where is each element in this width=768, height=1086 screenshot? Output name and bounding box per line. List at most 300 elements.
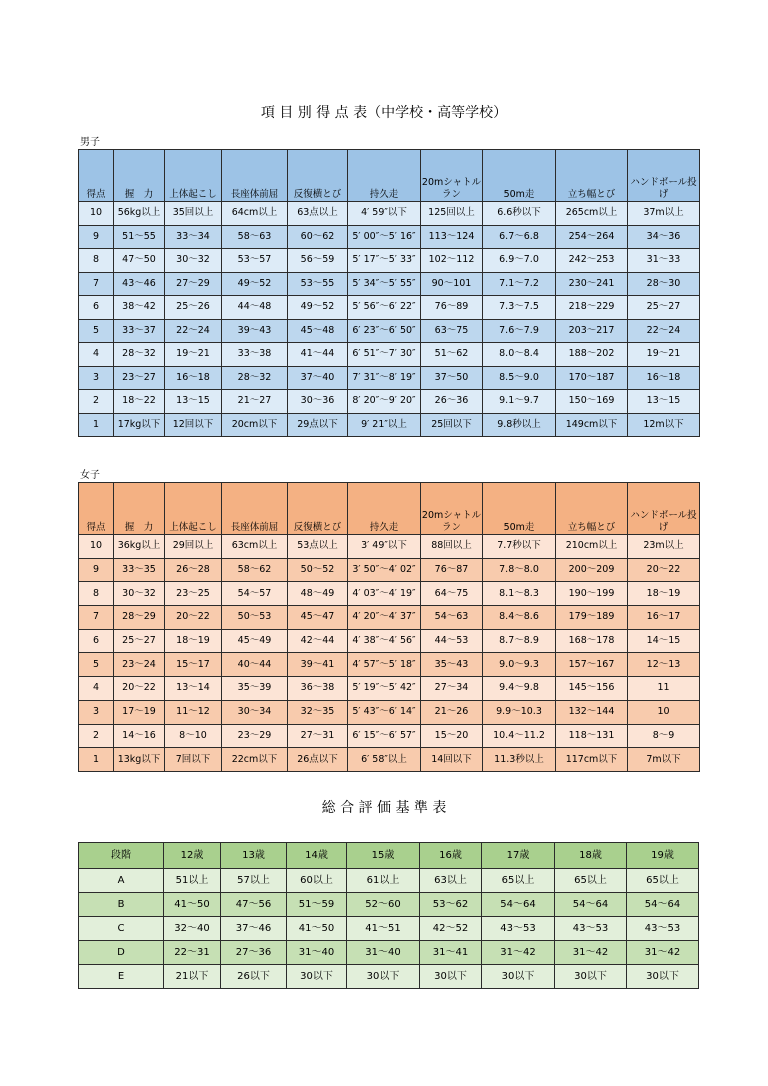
female-score-row-label: 8	[79, 582, 114, 606]
male-score-column-header-text: 20mシャトル	[421, 177, 482, 188]
male-score-cell: 6′ 51″～7′ 30″	[348, 343, 421, 367]
female-score-cell: 16～17	[628, 606, 700, 630]
female-score-cell: 11～12	[165, 700, 222, 724]
female-score-row-label: 6	[79, 629, 114, 653]
evaluation-cell: 27～36	[221, 941, 287, 965]
evaluation-column-header: 12歳	[164, 843, 221, 869]
male-score-cell: 56～59	[288, 249, 348, 273]
male-score-cell: 170～187	[556, 366, 628, 390]
male-score-cell: 17kg以下	[114, 413, 165, 437]
male-score-cell: 25～27	[628, 296, 700, 320]
evaluation-cell: 65以上	[627, 869, 699, 893]
female-score-row	[79, 629, 700, 653]
female-score-cell: 13～14	[165, 677, 222, 701]
male-score-cell: 19～21	[165, 343, 222, 367]
male-score-cell: 5′ 00″～5′ 16″	[348, 225, 421, 249]
female-score-column-header-text: ラン	[441, 522, 461, 533]
male-score-header-row	[79, 150, 700, 202]
female-score-cell: 45～49	[222, 629, 288, 653]
male-score-row-label: 8	[79, 249, 114, 273]
female-score-column-header	[556, 483, 628, 535]
female-score-cell: 30～32	[114, 582, 165, 606]
evaluation-cell: 54～64	[555, 893, 627, 917]
male-score-cell: 63～75	[421, 319, 483, 343]
male-score-row-label: 9	[79, 225, 114, 249]
evaluation-cell: 30以下	[287, 965, 347, 989]
evaluation-cell: 57以上	[221, 869, 287, 893]
female-score-cell: 13kg以下	[114, 748, 165, 772]
female-score-cell: 8～10	[165, 724, 222, 748]
male-score-cell: 51～55	[114, 225, 165, 249]
evaluation-cell: 65以上	[555, 869, 627, 893]
male-score-cell: 26～36	[421, 390, 483, 414]
female-score-column-header-text: 立ち幅とび	[567, 522, 616, 533]
male-score-cell: 60～62	[288, 225, 348, 249]
evaluation-cell: 21以下	[164, 965, 221, 989]
evaluation-cell: 65以上	[482, 869, 555, 893]
female-score-column-header	[288, 483, 348, 535]
female-score-cell: 18～19	[165, 629, 222, 653]
male-score-column-header	[421, 150, 483, 202]
male-score-row	[79, 366, 700, 390]
female-score-row	[79, 724, 700, 748]
female-score-cell: 200～209	[556, 558, 628, 582]
male-score-cell: 7.3～7.5	[483, 296, 556, 320]
evaluation-cell: 31～41	[420, 941, 482, 965]
female-score-cell: 4′ 38″～4′ 56″	[348, 629, 421, 653]
evaluation-cell: 31～40	[347, 941, 420, 965]
female-score-cell: 7m以下	[628, 748, 700, 772]
female-score-column-header	[165, 483, 222, 535]
female-score-cell: 8.4～8.6	[483, 606, 556, 630]
female-score-column-header-text: げ	[658, 522, 669, 533]
male-score-cell: 27～29	[165, 272, 222, 296]
female-score-column-header-text: 反復横とび	[293, 522, 342, 533]
male-score-cell: 49～52	[222, 272, 288, 296]
male-score-row	[79, 296, 700, 320]
male-score-column-header	[556, 150, 628, 202]
male-score-column-header	[165, 150, 222, 202]
female-score-cell: 64～75	[421, 582, 483, 606]
female-score-cell: 9.0～9.3	[483, 653, 556, 677]
evaluation-row-label: B	[79, 893, 164, 917]
female-score-cell: 20～22	[165, 606, 222, 630]
male-score-cell: 23～27	[114, 366, 165, 390]
male-score-cell: 37～40	[288, 366, 348, 390]
female-score-row	[79, 700, 700, 724]
male-score-column-header-text: 長座体前屈	[230, 189, 279, 200]
female-score-column-header-text: 長座体前屈	[230, 522, 279, 533]
female-score-row-label: 2	[79, 724, 114, 748]
male-score-cell: 51～62	[421, 343, 483, 367]
male-score-cell: 28～30	[628, 272, 700, 296]
evaluation-cell: 30以下	[627, 965, 699, 989]
male-score-cell: 64cm以上	[222, 202, 288, 226]
female-score-cell: 145～156	[556, 677, 628, 701]
female-score-cell: 50～53	[222, 606, 288, 630]
male-score-cell: 28～32	[222, 366, 288, 390]
male-score-row-label: 1	[79, 413, 114, 437]
evaluation-table	[78, 842, 699, 989]
female-section-label: 女子	[80, 470, 100, 481]
female-score-cell: 76～87	[421, 558, 483, 582]
male-score-cell: 22～24	[165, 319, 222, 343]
female-score-column-header	[79, 483, 114, 535]
male-score-cell: 203～217	[556, 319, 628, 343]
evaluation-cell: 51～59	[287, 893, 347, 917]
evaluation-row-label: A	[79, 869, 164, 893]
male-score-row-label: 6	[79, 296, 114, 320]
male-score-cell: 12回以下	[165, 413, 222, 437]
female-score-cell: 45～47	[288, 606, 348, 630]
male-score-cell: 33～38	[222, 343, 288, 367]
evaluation-row	[79, 869, 699, 893]
male-score-cell: 6.9～7.0	[483, 249, 556, 273]
male-score-cell: 5′ 34″～5′ 55″	[348, 272, 421, 296]
male-score-cell: 22～24	[628, 319, 700, 343]
female-score-column-header-text: 上体起こし	[169, 522, 217, 533]
female-score-cell: 210cm以上	[556, 535, 628, 559]
female-score-cell: 179～189	[556, 606, 628, 630]
female-score-cell: 3′ 50″～4′ 02″	[348, 558, 421, 582]
female-score-row-label: 10	[79, 535, 114, 559]
female-score-column-header-text: 持久走	[369, 522, 399, 533]
evaluation-column-header: 18歳	[555, 843, 627, 869]
male-score-cell: 9.8秒以上	[483, 413, 556, 437]
male-score-cell: 29点以下	[288, 413, 348, 437]
evaluation-cell: 43～53	[627, 917, 699, 941]
male-score-cell: 230～241	[556, 272, 628, 296]
male-score-row	[79, 390, 700, 414]
male-score-column-header	[222, 150, 288, 202]
female-score-cell: 6′ 15″～6′ 57″	[348, 724, 421, 748]
female-score-cell: 14～15	[628, 629, 700, 653]
female-score-row	[79, 677, 700, 701]
female-score-cell: 17～19	[114, 700, 165, 724]
female-score-cell: 14回以下	[421, 748, 483, 772]
male-score-column-header	[114, 150, 165, 202]
female-score-cell: 15～17	[165, 653, 222, 677]
female-score-row	[79, 653, 700, 677]
male-score-row	[79, 343, 700, 367]
male-score-table	[78, 149, 700, 437]
female-score-column-header-text: 50m走	[503, 522, 535, 533]
male-score-row	[79, 225, 700, 249]
male-score-row-label: 4	[79, 343, 114, 367]
female-score-row-label: 7	[79, 606, 114, 630]
male-score-cell: 30～36	[288, 390, 348, 414]
evaluation-column-header: 17歳	[482, 843, 555, 869]
male-score-cell: 102～112	[421, 249, 483, 273]
evaluation-header	[79, 843, 699, 869]
male-score-cell: 8.0～8.4	[483, 343, 556, 367]
evaluation-cell: 51以上	[164, 869, 221, 893]
male-score-cell: 218～229	[556, 296, 628, 320]
male-score-cell: 6.6秒以下	[483, 202, 556, 226]
female-score-cell: 3′ 49″以下	[348, 535, 421, 559]
male-score-column-header-text: 反復横とび	[293, 189, 342, 200]
female-score-cell: 40～44	[222, 653, 288, 677]
female-score-cell: 117cm以下	[556, 748, 628, 772]
female-score-row-label: 1	[79, 748, 114, 772]
evaluation-cell: 22～31	[164, 941, 221, 965]
male-score-cell: 9′ 21″以上	[348, 413, 421, 437]
male-score-cell: 265cm以上	[556, 202, 628, 226]
female-score-cell: 11	[628, 677, 700, 701]
male-score-cell: 18～22	[114, 390, 165, 414]
evaluation-cell: 41～50	[164, 893, 221, 917]
male-score-cell: 39～43	[222, 319, 288, 343]
male-score-row-label: 2	[79, 390, 114, 414]
male-score-row-label: 10	[79, 202, 114, 226]
male-score-column-header	[628, 150, 700, 202]
evaluation-row	[79, 965, 699, 989]
male-score-cell: 41～44	[288, 343, 348, 367]
male-score-row-label: 7	[79, 272, 114, 296]
male-score-cell: 242～253	[556, 249, 628, 273]
female-score-header	[79, 483, 700, 535]
female-score-cell: 190～199	[556, 582, 628, 606]
female-score-cell: 28～29	[114, 606, 165, 630]
female-score-row-label: 3	[79, 700, 114, 724]
evaluation-row	[79, 917, 699, 941]
female-score-cell: 32～35	[288, 700, 348, 724]
female-score-cell: 26～28	[165, 558, 222, 582]
male-score-cell: 76～89	[421, 296, 483, 320]
female-score-column-header	[222, 483, 288, 535]
female-score-cell: 36kg以上	[114, 535, 165, 559]
male-score-cell: 35回以上	[165, 202, 222, 226]
female-score-cell: 88回以上	[421, 535, 483, 559]
female-score-cell: 20～22	[628, 558, 700, 582]
evaluation-cell: 42～52	[420, 917, 482, 941]
male-score-cell: 37m以上	[628, 202, 700, 226]
male-score-row	[79, 272, 700, 296]
female-score-cell: 23m以上	[628, 535, 700, 559]
female-score-cell: 4′ 20″～4′ 37″	[348, 606, 421, 630]
male-score-column-header-text: 持久走	[369, 189, 399, 200]
female-score-cell: 21～26	[421, 700, 483, 724]
evaluation-column-header: 13歳	[221, 843, 287, 869]
male-score-column-header	[483, 150, 556, 202]
evaluation-cell: 31～40	[287, 941, 347, 965]
evaluation-cell: 30以下	[347, 965, 420, 989]
male-score-cell: 16～18	[165, 366, 222, 390]
male-score-cell: 58～63	[222, 225, 288, 249]
evaluation-cell: 41～50	[287, 917, 347, 941]
evaluation-cell: 32～40	[164, 917, 221, 941]
male-score-column-header-text: 立ち幅とび	[567, 189, 616, 200]
female-score-cell: 54～63	[421, 606, 483, 630]
female-score-cell: 4′ 57″～5′ 18″	[348, 653, 421, 677]
evaluation-cell: 63以上	[420, 869, 482, 893]
female-score-row-label: 9	[79, 558, 114, 582]
male-score-column-header-text: 得点	[86, 189, 106, 200]
male-score-row	[79, 319, 700, 343]
female-score-cell: 9.9～10.3	[483, 700, 556, 724]
female-score-cell: 23～24	[114, 653, 165, 677]
male-score-cell: 6′ 23″～6′ 50″	[348, 319, 421, 343]
evaluation-header-row	[79, 843, 699, 869]
evaluation-row-label: C	[79, 917, 164, 941]
male-score-cell: 37～50	[421, 366, 483, 390]
female-score-table	[78, 482, 700, 772]
female-score-cell: 36～38	[288, 677, 348, 701]
male-score-column-header	[348, 150, 421, 202]
evaluation-column-header: 14歳	[287, 843, 347, 869]
female-score-cell: 7.8～8.0	[483, 558, 556, 582]
female-score-row	[79, 558, 700, 582]
female-score-header-row	[79, 483, 700, 535]
female-score-cell: 18～19	[628, 582, 700, 606]
male-score-cell: 13～15	[165, 390, 222, 414]
female-score-cell: 39～41	[288, 653, 348, 677]
male-score-cell: 7′ 31″～8′ 19″	[348, 366, 421, 390]
female-score-cell: 42～44	[288, 629, 348, 653]
male-score-cell: 8′ 20″～9′ 20″	[348, 390, 421, 414]
female-score-column-header-text: ハンドボール投	[630, 510, 697, 521]
female-score-row	[79, 606, 700, 630]
female-score-cell: 5′ 19″～5′ 42″	[348, 677, 421, 701]
male-score-cell: 44～48	[222, 296, 288, 320]
male-score-cell: 38～42	[114, 296, 165, 320]
female-score-cell: 6′ 58″以上	[348, 748, 421, 772]
evaluation-column-header: 19歳	[627, 843, 699, 869]
male-score-cell: 254～264	[556, 225, 628, 249]
female-score-cell: 168～178	[556, 629, 628, 653]
female-score-cell: 27～34	[421, 677, 483, 701]
male-score-cell: 113～124	[421, 225, 483, 249]
female-score-cell: 9.4～9.8	[483, 677, 556, 701]
female-score-cell: 157～167	[556, 653, 628, 677]
female-score-cell: 25～27	[114, 629, 165, 653]
male-score-cell: 53～57	[222, 249, 288, 273]
male-score-cell: 33～34	[165, 225, 222, 249]
female-score-cell: 27～31	[288, 724, 348, 748]
female-score-cell: 63cm以上	[222, 535, 288, 559]
female-score-cell: 26点以下	[288, 748, 348, 772]
male-score-cell: 20cm以下	[222, 413, 288, 437]
evaluation-cell: 41～51	[347, 917, 420, 941]
evaluation-cell: 54～64	[482, 893, 555, 917]
female-score-cell: 7回以下	[165, 748, 222, 772]
evaluation-body	[79, 869, 699, 989]
male-score-cell: 4′ 59″以下	[348, 202, 421, 226]
evaluation-row-label: E	[79, 965, 164, 989]
female-score-column-header-text: 握 力	[124, 522, 154, 533]
female-score-cell: 50～52	[288, 558, 348, 582]
male-score-cell: 149cm以下	[556, 413, 628, 437]
male-score-row-label: 5	[79, 319, 114, 343]
female-score-cell: 58～62	[222, 558, 288, 582]
female-score-cell: 12～13	[628, 653, 700, 677]
female-score-cell: 35～39	[222, 677, 288, 701]
evaluation-title: 総 合 評 価 基 準 表	[321, 800, 447, 816]
evaluation-column-header: 16歳	[420, 843, 482, 869]
female-score-cell: 8.7～8.9	[483, 629, 556, 653]
male-score-cell: 25～26	[165, 296, 222, 320]
female-score-cell: 7.7秒以下	[483, 535, 556, 559]
male-score-cell: 45～48	[288, 319, 348, 343]
female-score-cell: 118～131	[556, 724, 628, 748]
male-score-cell: 63点以上	[288, 202, 348, 226]
male-score-cell: 34～36	[628, 225, 700, 249]
evaluation-cell: 60以上	[287, 869, 347, 893]
male-score-cell: 16～18	[628, 366, 700, 390]
male-score-cell: 53～55	[288, 272, 348, 296]
female-score-row	[79, 535, 700, 559]
male-score-column-header-text: 50m走	[503, 189, 535, 200]
female-score-cell: 44～53	[421, 629, 483, 653]
male-score-cell: 21～27	[222, 390, 288, 414]
evaluation-column-header: 段階	[79, 843, 164, 869]
male-score-cell: 5′ 17″～5′ 33″	[348, 249, 421, 273]
evaluation-row-label: D	[79, 941, 164, 965]
male-score-row-label: 3	[79, 366, 114, 390]
male-score-cell: 6.7～6.8	[483, 225, 556, 249]
male-score-cell: 49～52	[288, 296, 348, 320]
female-score-column-header	[421, 483, 483, 535]
evaluation-cell: 61以上	[347, 869, 420, 893]
female-score-cell: 5′ 43″～6′ 14″	[348, 700, 421, 724]
evaluation-cell: 30以下	[555, 965, 627, 989]
male-score-cell: 25回以下	[421, 413, 483, 437]
female-score-cell: 14～16	[114, 724, 165, 748]
female-score-row-label: 4	[79, 677, 114, 701]
male-score-column-header-text: 上体起こし	[169, 189, 217, 200]
female-score-cell: 48～49	[288, 582, 348, 606]
female-score-cell: 11.3秒以上	[483, 748, 556, 772]
male-score-cell: 19～21	[628, 343, 700, 367]
evaluation-cell: 31～42	[555, 941, 627, 965]
male-score-cell: 31～33	[628, 249, 700, 273]
male-score-cell: 47～50	[114, 249, 165, 273]
male-section-label: 男子	[80, 137, 100, 148]
female-score-column-header-text: 得点	[86, 522, 106, 533]
evaluation-cell: 43～53	[482, 917, 555, 941]
female-score-cell: 54～57	[222, 582, 288, 606]
evaluation-row	[79, 941, 699, 965]
female-score-cell: 35～43	[421, 653, 483, 677]
female-score-column-header-text: 20mシャトル	[421, 510, 482, 521]
female-score-cell: 132～144	[556, 700, 628, 724]
male-score-cell: 125回以上	[421, 202, 483, 226]
document-title: 項 目 別 得 点 表（中学校・高等学校）	[260, 105, 508, 121]
male-score-cell: 150～169	[556, 390, 628, 414]
male-score-cell: 12m以下	[628, 413, 700, 437]
female-score-cell: 22cm以下	[222, 748, 288, 772]
evaluation-cell: 53～62	[420, 893, 482, 917]
female-score-column-header	[114, 483, 165, 535]
evaluation-column-header: 15歳	[347, 843, 420, 869]
evaluation-cell: 31～42	[627, 941, 699, 965]
female-score-cell: 23～25	[165, 582, 222, 606]
female-score-cell: 4′ 03″～4′ 19″	[348, 582, 421, 606]
female-score-row-label: 5	[79, 653, 114, 677]
evaluation-cell: 52～60	[347, 893, 420, 917]
female-score-cell: 30～34	[222, 700, 288, 724]
male-score-column-header-text: げ	[658, 189, 669, 200]
female-score-cell: 8～9	[628, 724, 700, 748]
male-score-cell: 8.5～9.0	[483, 366, 556, 390]
male-score-column-header-text: 握 力	[124, 189, 154, 200]
male-score-cell: 30～32	[165, 249, 222, 273]
female-score-cell: 29回以上	[165, 535, 222, 559]
male-score-cell: 28～32	[114, 343, 165, 367]
male-score-cell: 90～101	[421, 272, 483, 296]
male-score-header	[79, 150, 700, 202]
female-score-row	[79, 748, 700, 772]
